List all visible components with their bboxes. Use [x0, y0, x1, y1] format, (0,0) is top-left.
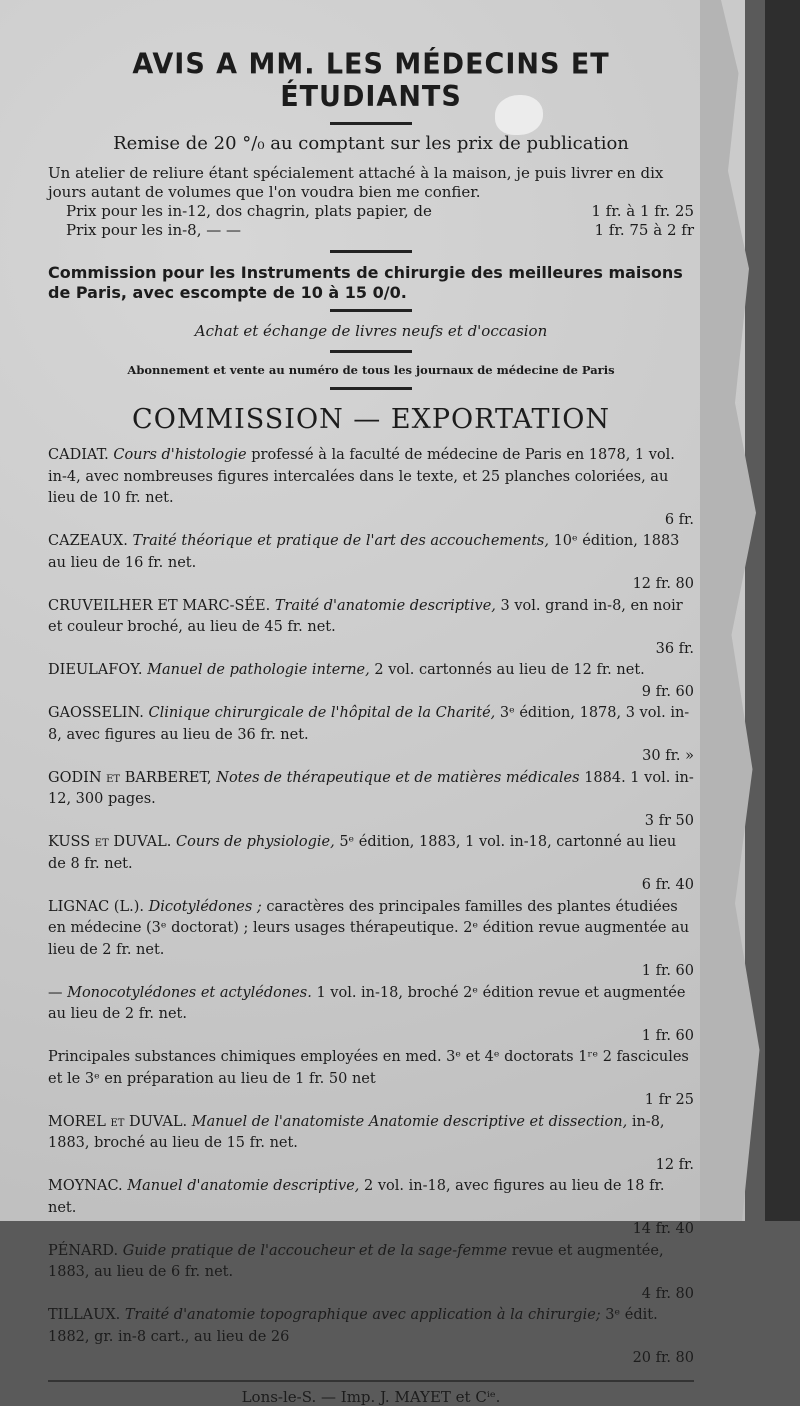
entry-price-line: [48, 1026, 694, 1048]
entry-price: 6 fr. 40: [641, 877, 694, 893]
divider: [330, 250, 412, 253]
entry-price: 6 fr.: [664, 511, 694, 528]
entry-work-title: Guide pratique de l'accoucheur et de la sage-femme: [122, 1242, 508, 1259]
entry-price: 3 fr 50: [644, 812, 694, 829]
subscription-line: Abonnement et vente au numéro de tous les journaux de médecine de Paris: [127, 363, 615, 377]
entry-price-line: [48, 875, 694, 897]
entry-author: DIEULAFOY.: [48, 662, 143, 678]
page-content: [48, 50, 694, 1406]
price-row: [48, 221, 694, 240]
dark-margin: [765, 0, 800, 1221]
entry-price-line: [48, 961, 694, 983]
entry-price-line: [48, 682, 694, 704]
price-label: Prix pour les in-12, dos chagrin, plats papier, de: [66, 202, 432, 220]
entry-author: CAZEAUX.: [48, 533, 128, 549]
entry-price-line: [48, 1219, 694, 1241]
entry-work-title: Manuel de pathologie interne,: [147, 662, 370, 678]
catalog-entry: [48, 832, 694, 897]
entry-work-title: Dicotylédones ;: [148, 898, 262, 915]
entry-author: KUSS et DUVAL.: [48, 834, 172, 850]
entry-description: caractères des principales familles des plantes étudiées en médecine (3ᵉ doctorat) ; leurs usages thérapeutique. 2ᵉ édition revue augmentée au lieu de 2 fr. net.: [48, 898, 690, 958]
entry-author: CADIAT.: [48, 447, 109, 463]
entry-work-title: Cours de physiologie,: [176, 834, 335, 850]
price-row: [48, 202, 694, 221]
catalog-entry: [48, 1176, 694, 1241]
entry-price-line: [48, 1348, 694, 1370]
entry-price: 30 fr. »: [642, 748, 694, 764]
entry-description: 1 vol. in-18, broché 2ᵉ édition revue et augmentée au lieu de 2 fr. net.: [48, 984, 686, 1022]
entry-price: 9 fr. 60: [641, 683, 694, 700]
entry-price-line: [48, 574, 694, 596]
entry-price: 36 fr.: [655, 640, 694, 657]
price-label: Prix pour les in-8, — —: [66, 221, 242, 239]
entry-description: 10ᵉ édition, 1883 au lieu de 16 fr. net.: [48, 533, 680, 571]
entry-price: 1 fr. 60: [641, 963, 694, 979]
entry-description: revue et augmentée, 1883, au lieu de 6 fr. net.: [48, 1242, 664, 1280]
catalog-entry: [48, 660, 694, 703]
catalog-entry: [48, 445, 694, 531]
entry-price: 1 fr. 60: [641, 1027, 694, 1044]
catalog-entry: [48, 1241, 694, 1306]
entry-work-title: Notes de thérapeutique et de matières médicales: [216, 769, 580, 786]
entry-work-title: Manuel d'anatomie descriptive,: [127, 1178, 360, 1194]
catalog-entry: [48, 531, 694, 596]
price-value: 1 fr. à 1 fr. 25: [591, 202, 694, 220]
entry-description: 3ᵉ édition, 1878, 3 vol. in-8, avec figures au lieu de 36 fr. net.: [48, 705, 690, 743]
page-title: AVIS A MM. LES MÉDECINS ET ÉTUDIANTS: [132, 48, 610, 114]
catalog-entry: [48, 897, 694, 983]
catalog-entry: [48, 1047, 694, 1112]
price-value: 1 fr. 75 à 2 fr: [594, 221, 694, 239]
catalog-entry: [48, 1305, 694, 1370]
entry-work-title: Traité d'anatomie descriptive,: [274, 597, 496, 614]
entry-author: GAOSSELIN.: [48, 705, 144, 721]
footer-rule: [48, 1380, 694, 1382]
entry-author: —: [48, 984, 63, 1001]
entry-price: 4 fr. 80: [641, 1285, 694, 1302]
catalog-entry: [48, 768, 694, 833]
discount-line: Remise de 20 °/₀ au comptant sur les prix de publication: [113, 133, 629, 154]
entry-price: 12 fr.: [655, 1156, 694, 1173]
exchange-line: Achat et échange de livres neufs et d'occasion: [194, 322, 548, 340]
printer-imprint: Lons-le-S. — Imp. J. MAYET et Cⁱᵉ.: [241, 1387, 501, 1406]
entry-price-line: [48, 811, 694, 833]
section-title: COMMISSION — EXPORTATION: [132, 404, 610, 435]
entry-description: Principales substances chimiques employées en med. 3ᵉ et 4ᵉ doctorats 1ʳᵉ 2 fascicules et le 3ᵉ en préparation au lieu de 1 fr. 50 net: [48, 1049, 689, 1087]
commission-notice: Commission pour les Instruments de chirurgie des meilleures maisons de Paris, avec escompte de 10 à 15 0/0.: [48, 263, 683, 302]
entry-description: in-8, 1883, broché au lieu de 15 fr. net.: [48, 1113, 665, 1151]
entry-price-line: [48, 639, 694, 661]
entry-description: 2 vol. cartonnés au lieu de 12 fr. net.: [374, 662, 645, 678]
entry-author: LIGNAC (L.).: [48, 898, 144, 915]
entry-price: 14 fr. 40: [632, 1221, 694, 1237]
entry-author: GODIN et BARBERET,: [48, 769, 212, 786]
entry-description: 1884. 1 vol. in-12, 300 pages.: [48, 769, 694, 807]
entry-work-title: Cours d'histologie: [113, 447, 247, 463]
entry-description: 5ᵉ édition, 1883, 1 vol. in-18, cartonné au lieu de 8 fr. net.: [48, 834, 677, 872]
entry-author: MOREL et DUVAL.: [48, 1113, 188, 1130]
catalog-entry: [48, 983, 694, 1048]
entry-price-line: [48, 1155, 694, 1177]
catalog-list: [48, 445, 694, 1370]
catalog-entry: [48, 596, 694, 661]
entry-author: CRUVEILHER ET MARC-SÉE.: [48, 597, 271, 614]
entry-price: 20 fr. 80: [632, 1350, 694, 1366]
entry-description: professé à la faculté de médecine de Paris en 1878, 1 vol. in-4, avec nombreuses figures intercalées dans le texte, et 25 planches coloriées, au lieu de 10 fr. net.: [48, 447, 675, 506]
entry-author: MOYNAC.: [48, 1178, 123, 1194]
entry-work-title: Manuel de l'anatomiste Anatomie descriptive et dissection,: [191, 1113, 628, 1130]
entry-price: 12 fr. 80: [632, 576, 694, 592]
catalog-entry: [48, 1112, 694, 1177]
entry-work-title: Traité d'anatomie topographique avec application à la chirurgie;: [124, 1307, 601, 1323]
entry-description: 3ᵉ édit. 1882, gr. in-8 cart., au lieu de 26: [48, 1307, 658, 1345]
entry-description: 3 vol. grand in-8, en noir et couleur broché, au lieu de 45 fr. net.: [48, 597, 683, 635]
divider: [330, 350, 412, 353]
entry-work-title: Monocotylédones et actylédones.: [67, 984, 312, 1001]
entry-price-line: [48, 1090, 694, 1112]
divider: [330, 387, 412, 390]
entry-author: PÉNARD.: [48, 1242, 119, 1259]
divider: [330, 122, 412, 125]
entry-work-title: Traité théorique et pratique de l'art des accouchements,: [132, 533, 549, 549]
entry-price-line: [48, 746, 694, 768]
entry-author: TILLAUX.: [48, 1307, 121, 1323]
entry-price-line: [48, 1284, 694, 1306]
catalog-entry: [48, 703, 694, 768]
entry-description: 2 vol. in-18, avec figures au lieu de 18 fr. net.: [48, 1178, 665, 1216]
divider: [330, 309, 412, 312]
entry-price-line: [48, 510, 694, 532]
entry-price: 1 fr 25: [644, 1092, 694, 1108]
entry-work-title: Clinique chirurgicale de l'hôpital de la Charité,: [148, 705, 496, 721]
intro-paragraph: Un atelier de reliure étant spécialement attaché à la maison, je puis livrer en dix jours autant de volumes que l'on voudra bien me confier.: [48, 164, 664, 201]
